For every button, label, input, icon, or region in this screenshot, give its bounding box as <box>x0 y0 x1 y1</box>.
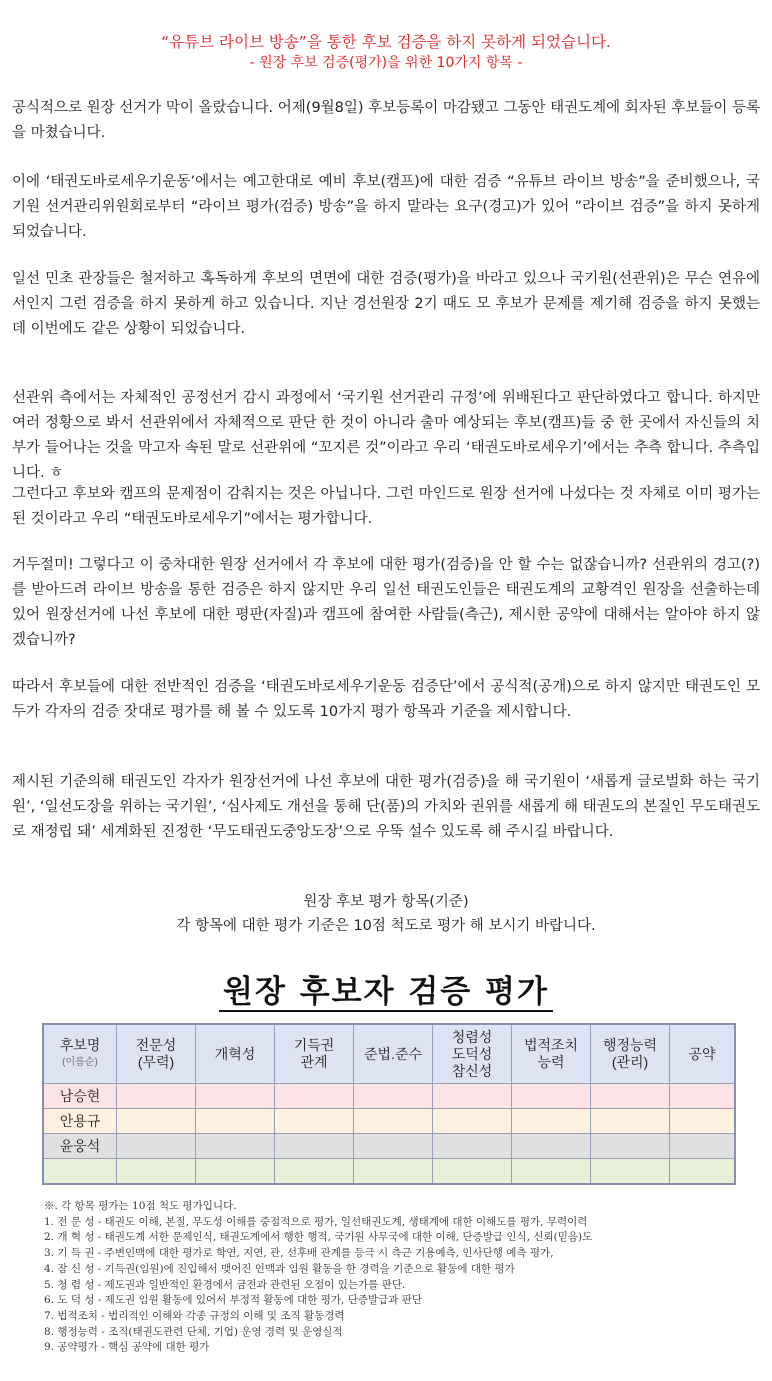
score-cell <box>275 1084 354 1109</box>
score-cell <box>512 1134 591 1159</box>
header-line: 기득권 <box>293 1037 335 1053</box>
score-cell <box>196 1084 275 1109</box>
score-cell <box>196 1159 275 1185</box>
criteria-heading: 원장 후보 평가 항목(기준) <box>303 894 469 910</box>
score-cell <box>117 1159 196 1185</box>
score-cell <box>433 1134 512 1159</box>
note-line: 7. 법적조치 - 법리적인 이해와 각종 규정의 이해 및 조직 활동경력 <box>44 1309 345 1322</box>
header-line: 공약 <box>688 1045 716 1062</box>
header-reform <box>196 1024 275 1084</box>
header-vested-interest <box>275 1024 354 1084</box>
score-cell <box>433 1159 512 1185</box>
header-pledge <box>670 1024 736 1084</box>
paragraph-2: 이에 ‘태권도바로세우기운동’에서는 예고한대로 예비 후보(캠프)에 대한 검증 “유튜브 라이브 방송”을 준비했으나, 국기원 선거관리위원회로부터 “라이브 평가(검증) 방송”을 하지 말라는 요구(경고)가 있어 ”라이브 검증”을 하지 못하게 되었습니다. <box>12 174 760 240</box>
evaluation-title-text: 원장 후보자 검증 평가 <box>219 974 553 1012</box>
header-line: 전문성 <box>135 1037 177 1053</box>
table-header-row <box>43 1024 735 1084</box>
score-cell <box>354 1134 433 1159</box>
score-cell <box>433 1109 512 1134</box>
sub-headline: - 원장 후보 검증(평가)을 위한 10가지 항목 - <box>249 55 523 71</box>
note-line: 5. 청 렴 성 - 제도권과 일반적인 환경에서 금전과 관련된 오점이 있는가를 판단. <box>44 1278 406 1291</box>
score-cell <box>117 1084 196 1109</box>
paragraph-1: 공식적으로 원장 선거가 막이 올랐습니다. 어제(9월8일) 후보등록이 마감됐고 그동안 태권도계에 회자된 후보들이 등록을 마쳤습니다. <box>12 100 761 141</box>
score-cell <box>512 1084 591 1109</box>
score-cell <box>670 1159 736 1185</box>
header-line: 도덕성 <box>451 1045 493 1062</box>
header-expertise <box>117 1024 196 1084</box>
table-row <box>43 1084 735 1109</box>
score-cell <box>670 1084 736 1109</box>
header-candidate-label: 후보명 <box>59 1037 101 1053</box>
paragraph-6: 거두절미! 그렇다고 이 중차대한 원장 선거에서 각 후보에 대한 평가(검증)을 안 할 수는 없잖습니까? 선관위의 경고(?)를 받아드려 라이브 방송을 통한 검증은 하지 않지만 우리 일선 태권도인들은 태권도계의 교황격인 원장을 선출하는데 있어 원장선거에 나선 후보에 대한 평판(자질)과 캠프에 참여한 사람들(측근), 제시한 공약에 대해서는 알아야 하지 않겠습니까? <box>12 557 760 648</box>
score-cell <box>275 1159 354 1185</box>
paragraph-4: 선관위 측에서는 자체적인 공정선거 감시 과정에서 ‘국기원 선거관리 규정’에 위배된다고 판단하였다고 합니다. 하지만 여러 정황으로 봐서 선관위에서 자체적으로 판단 한 것이 아니라 출마 예상되는 후보(캠프)들 중 한 곳에서 자신들의 치부가 들어나는 것을 막고자 속된 말로 선관위에 “꼬지른 것”이라고 우리 ‘태권도바로세우기’에서는 추측 합니다. 추측입니다. ㅎ <box>12 390 760 481</box>
score-cell <box>196 1134 275 1159</box>
header-line: 관계 <box>300 1054 328 1070</box>
header-line: 행정능력 <box>602 1037 658 1053</box>
score-cell <box>354 1109 433 1134</box>
note-line: 2. 개 혁 성 - 태권도계 서한 문제인식, 태권도계에서 행한 행적, 국기원 사무국에 대한 이해, 단증발급 인식, 신뢰(믿음)도 <box>44 1231 593 1244</box>
header-line: 참신성 <box>451 1062 493 1079</box>
score-cell <box>670 1134 736 1159</box>
note-line: 8. 행정능력 - 조직(태권도관련 단체, 기업) 운영 경력 및 운영실적 <box>44 1325 343 1338</box>
score-cell <box>275 1109 354 1134</box>
header-compliance <box>354 1024 433 1084</box>
score-cell <box>670 1109 736 1134</box>
header-admin-ability <box>591 1024 670 1084</box>
evaluation-title <box>0 966 772 1011</box>
score-cell <box>591 1084 670 1109</box>
header-line: (관리) <box>611 1054 649 1070</box>
note-line: ※. 각 항목 평가는 10점 척도 평가입니다. <box>44 1200 237 1212</box>
candidate-name: 안용규 <box>43 1109 117 1134</box>
table-row <box>43 1134 735 1159</box>
note-line: 6. 도 덕 성 - 제도권 임원 활동에 있어서 부정적 활동에 대한 평가, 단증발급과 판단 <box>44 1294 423 1307</box>
paragraph-3: 일선 민초 관장들은 철저하고 혹독하게 후보의 면면에 대한 검증(평가)을 바라고 있으나 국기원(선관위)은 무슨 연유에서인지 그런 검증을 하지 못하게 하고 있습니다. 지난 경선원장 2기 때도 모 후보가 문제를 제기해 검증을 하지 못했는데 이번에도 같은 상황이 되었습니다. <box>12 271 760 337</box>
header-line: 청렴성 <box>451 1028 493 1045</box>
note-line: 1. 전 문 성 - 태권도 이해, 본질, 무도성 이해를 중점적으로 평가, 일선태권도계, 생태계에 대한 이해도를 평가, 무력이력 <box>44 1215 588 1228</box>
score-cell <box>591 1159 670 1185</box>
header-candidate-name <box>43 1024 117 1084</box>
score-cell <box>196 1109 275 1134</box>
score-cell <box>354 1084 433 1109</box>
score-cell <box>512 1109 591 1134</box>
paragraph-5: 그런다고 후보와 캠프의 문제점이 감춰지는 것은 아닙니다. 그런 마인드로 원장 선거에 나섰다는 것 자체로 이미 평가는 된 것이라고 우리 “태권도바로세우기”에서는 평가합니다. <box>12 486 760 527</box>
note-line: 3. 기 득 권 - 주변인맥에 대한 평가로 학연, 지연, 관, 선후배 관계를 등극 시 측근 기용예측, 인사단행 예측 평가, <box>44 1247 554 1260</box>
paragraph-7: 따라서 후보들에 대한 전반적인 검증을 ‘태권도바로세우기운동 검증단’에서 공식적(공개)으로 하지 않지만 태권도인 모두가 각자의 검증 잣대로 평가를 해 볼 수 있도록 10가지 평가 항목과 기준을 제시합니다. <box>12 679 760 720</box>
header-line: 법적조치 <box>523 1037 579 1053</box>
note-line: 9. 공약평가 - 핵심 공약에 대한 평가 <box>44 1341 210 1354</box>
table-row <box>43 1109 735 1134</box>
header-candidate-sub: (이름순) <box>62 1057 98 1068</box>
candidate-name <box>43 1159 117 1185</box>
header-integrity <box>433 1024 512 1084</box>
header-line: 준법.준수 <box>364 1045 422 1062</box>
evaluation-table <box>42 1023 736 1185</box>
header-legal-ability <box>512 1024 591 1084</box>
candidate-name: 남승현 <box>43 1084 117 1109</box>
criteria-instruction: 각 항목에 대한 평가 기준은 10점 척도로 평가 해 보시기 바랍니다. <box>176 918 596 934</box>
score-cell <box>354 1159 433 1185</box>
header-line: 개혁성 <box>214 1045 256 1062</box>
score-cell <box>117 1109 196 1134</box>
candidate-name: 윤웅석 <box>43 1134 117 1159</box>
criteria-notes <box>44 1199 744 1356</box>
score-cell <box>433 1084 512 1109</box>
note-line: 4. 잠 신 성 - 기득권(임원)에 진입해서 맺어진 인맥과 임원 활동을 한 경력을 기준으로 활동에 대한 평가 <box>44 1262 515 1275</box>
score-cell <box>512 1159 591 1185</box>
paragraph-8: 제시된 기준의해 태권도인 각자가 원장선거에 나선 후보에 대한 평가(검증)을 해 국기원이 ‘새롭게 글로벌화 하는 국기원’, ‘일선도장을 위하는 국기원’, ‘심사제도 개선을 통해 단(품)의 가치와 권위를 새롭게 해 태권도의 본질인 무도태권도로 재정립 돼’ 세계화된 진정한 ‘무도태권도중앙도장’으로 우뚝 설수 있도록 해 주시길 바랍니다. <box>12 774 760 840</box>
score-cell <box>591 1134 670 1159</box>
score-cell <box>275 1134 354 1159</box>
score-cell <box>591 1109 670 1134</box>
score-cell <box>117 1134 196 1159</box>
headline: “유튜브 라이브 방송”을 통한 후보 검증을 하지 못하게 되었습니다. <box>161 33 611 51</box>
table-row <box>43 1159 735 1185</box>
header-line: 능력 <box>537 1054 565 1070</box>
header-line: (무력) <box>137 1054 175 1070</box>
